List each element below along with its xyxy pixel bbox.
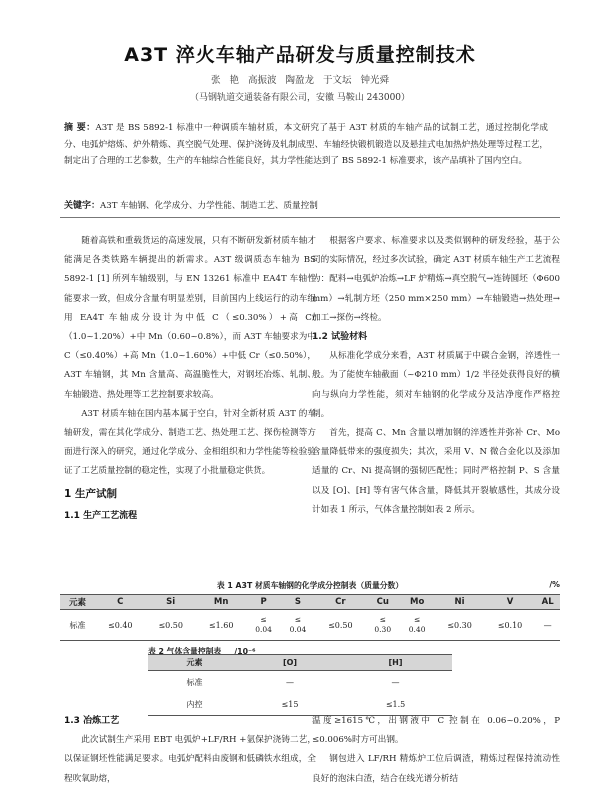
divider [60, 217, 560, 218]
affiliation: （马钢轨道交通装备有限公司，安徽 马鞍山 243000） [189, 93, 411, 103]
smelting-section [64, 712, 316, 789]
keywords [64, 198, 548, 211]
table1-cell: ≤0.50 [145, 610, 195, 641]
table1-header: V [485, 595, 535, 610]
authors: 张 艳 高振波 陶盈龙 于文坛 钟光舜 [210, 75, 390, 86]
table1-header: Si [145, 595, 195, 610]
table1-cell: — [535, 610, 560, 641]
left-column [64, 232, 316, 526]
table1-header: 元素 [60, 595, 95, 610]
table2-header: 元素 [148, 655, 241, 671]
table2-row-label: 内控 [148, 693, 241, 716]
tapping-paragraph: 温度≥1615℃，出钢液中 C 控制在 0.06~0.20%，P ≤0.006%时方可出钢。 [312, 716, 560, 746]
abstract [64, 120, 548, 170]
section-1-1-heading: 1.1 生产工艺流程 [64, 510, 138, 521]
table1-cell-mo: ≤ [413, 615, 421, 624]
table2 [148, 654, 452, 716]
table2-cell: — [286, 677, 294, 687]
table1-header: Cr [315, 595, 365, 610]
table2-cell: ≤15 [241, 693, 339, 716]
refining-paragraph: 钢包进入 LF/RH 精炼炉工位后调渣，精炼过程保持流动性良好的泡沫白渣，结合在线光谱分析结 [312, 754, 560, 784]
table2-cell: ≤1.5 [339, 693, 452, 716]
table-row [148, 671, 452, 694]
process-paragraph: 根据客户要求、标准要求以及类似钢种的研发经验，基于公司的实际情况，经过多次试验，确定 A3T 材质车轴生产工艺流程为：配料→电弧炉冶炼→LF 炉精炼→真空脱气→连铸圆坯（Φ600 mm）→轧制方坯（250 mm×250 mm）→车轴锻造→热处理→加工→探伤→终检。 [312, 236, 560, 323]
table1-unit: /% [549, 580, 560, 589]
table1-cell: ≤0.30 [434, 610, 484, 641]
table2-row-label: 标准 [186, 677, 203, 687]
table1-cell: ≤0.50 [315, 610, 365, 641]
smelting-paragraph: 此次试制生产采用 EBT 电弧炉+LF/RH +氩保护浇铸二艺，以保证钢坯性能满足要求。电弧炉配料由废钢和低磷铁水组成，全程吹氧助熔， [64, 735, 316, 784]
table1-cell: ≤1.60 [196, 610, 246, 641]
table1-header: P [246, 595, 280, 610]
paper-title: A3T 淬火车轴产品研发与质量控制技术 [124, 44, 476, 66]
table1-cell-cu: ≤ [379, 615, 386, 624]
table1-cell-s-value: 0.04 [289, 625, 307, 634]
intro-paragraph-1: 随着高铁和重载货运的高速发展，只有不断研发新材质车轴才能满足各类铁路车辆提出的新需求。A3T 级调质态车轴为 BS 5892-1 [1] 所列车轴级别，与 EN 13261 标准中 EA4T 车轴性能要求一致，但成分含量有明显差别，目前国内上线运行的动车组用 EA4T 车轴成分设计为中低 C（≤0.30%）+高 Cr（1.0~1.20%）+中 Mn（0.60~0.8%），而 A3T 车轴要求为中 C（≤0.40%）+高 Mn（1.0~1.60%）+中低 Cr（≤0.50%），A3T 车轴钢，其 Mn 含量高、高温脆性大，对钢坯冶炼、轧制、车轴锻造、热处理等工艺控制要求较高。 [64, 236, 316, 400]
table-row [60, 610, 560, 641]
table1-cell [246, 610, 280, 641]
table1-caption: 表 1 A3T 材质车轴钢的化学成分控制表（质量分数） [216, 581, 404, 590]
table1-cell [281, 610, 315, 641]
table1 [60, 594, 560, 641]
table2-cell: — [391, 677, 400, 687]
table1-header: C [95, 595, 145, 610]
table1-header-row [60, 595, 560, 610]
refining-section [312, 712, 560, 789]
table1-cell-s: ≤ [294, 615, 302, 624]
table1-caption-row [60, 580, 560, 591]
table1-header: Mn [196, 595, 246, 610]
abstract-label: 摘 要： [64, 123, 96, 133]
materials-paragraph-2: 首先，提高 C、Mn 含量以增加钢的淬透性并弥补 Cr、Mo 含量降低带来的强度损失；其次，采用 V、N 微合金化以及添加适量的 Cr、Ni 提高钢的强韧匹配性；同时严格控制 P、S 含量以及 [O]、[H] 等有害气体含量，降低其开裂敏感性，其成分设计如表 1 所示，气体含量控制如表 2 所示。 [312, 428, 560, 515]
table1-header: Cu [366, 595, 400, 610]
table1-cell [366, 610, 400, 641]
table1-header: Mo [400, 595, 434, 610]
table1-cell: ≤0.10 [485, 610, 535, 641]
table2-caption: 表 2 气体含量控制表 [148, 647, 222, 656]
table1-row-label: 标准 [60, 610, 95, 641]
table2-unit: /10⁻⁶ [234, 647, 256, 656]
table1-cell-cu-value: 0.30 [374, 625, 392, 634]
table1-header: S [281, 595, 315, 610]
table1-cell-p: ≤ [260, 615, 267, 624]
intro-paragraph-2: A3T 材质车轴在国内基本属于空白，针对全新材质 A3T 的车轴研发，需在其化学成分、制造工艺、热处理工艺、探伤检测等方面进行深入的研究，通过化学成分、金相组织和力学性能等检验验证了工艺质量控制的稳定性，实现了小批量稳定供货。 [64, 408, 316, 477]
materials-paragraph-1: 从标准化学成分来看，A3T 材质属于中碳合金钢，淬透性一般。为了能使车轴截面（~Φ210 mm）1/2 半径处获得良好的横向与纵向力学性能，须对车轴钢的化学成分及洁净度作严格控制。 [312, 351, 560, 419]
table2-header: [O] [241, 655, 339, 671]
table1-cell [400, 610, 434, 641]
section-1-3-heading: 1.3 冶炼工艺 [64, 716, 120, 726]
table2-header: [H] [339, 655, 452, 671]
section-1-2-heading: 1.2 试验材料 [312, 332, 368, 343]
keywords-label: 关键字： [64, 201, 101, 211]
section-1-heading: 1 生产试制 [64, 487, 117, 500]
keywords-text: A3T 车轴钢、化学成分、力学性能、制造工艺、质量控制 [100, 201, 318, 211]
table1-header: Ni [434, 595, 484, 610]
abstract-text: A3T 是 BS 5892-1 标准中一种调质车轴材质，本文研究了基于 A3T 材质的车轴产品的试制工艺，通过控制化学成分、电弧炉熔炼、炉外精炼、真空脱气处理、保护浇铸及轧制成型、车轴经快锻机锻造以及悬挂式电加热炉热处理等过程工艺，制定出了合理的工艺参数，生产的车轴综合性能良好，其力学性能达到了 BS 5892-1 标准要求，该产品填补了国内空白。 [64, 123, 548, 167]
table1-header: AL [535, 595, 560, 610]
table1-cell-mo-value: 0.40 [408, 625, 426, 634]
table1-cell-p-value: 0.04 [255, 625, 272, 634]
right-column [312, 232, 560, 520]
table1-cell: ≤0.40 [95, 610, 145, 641]
table2-header-row [148, 655, 452, 671]
